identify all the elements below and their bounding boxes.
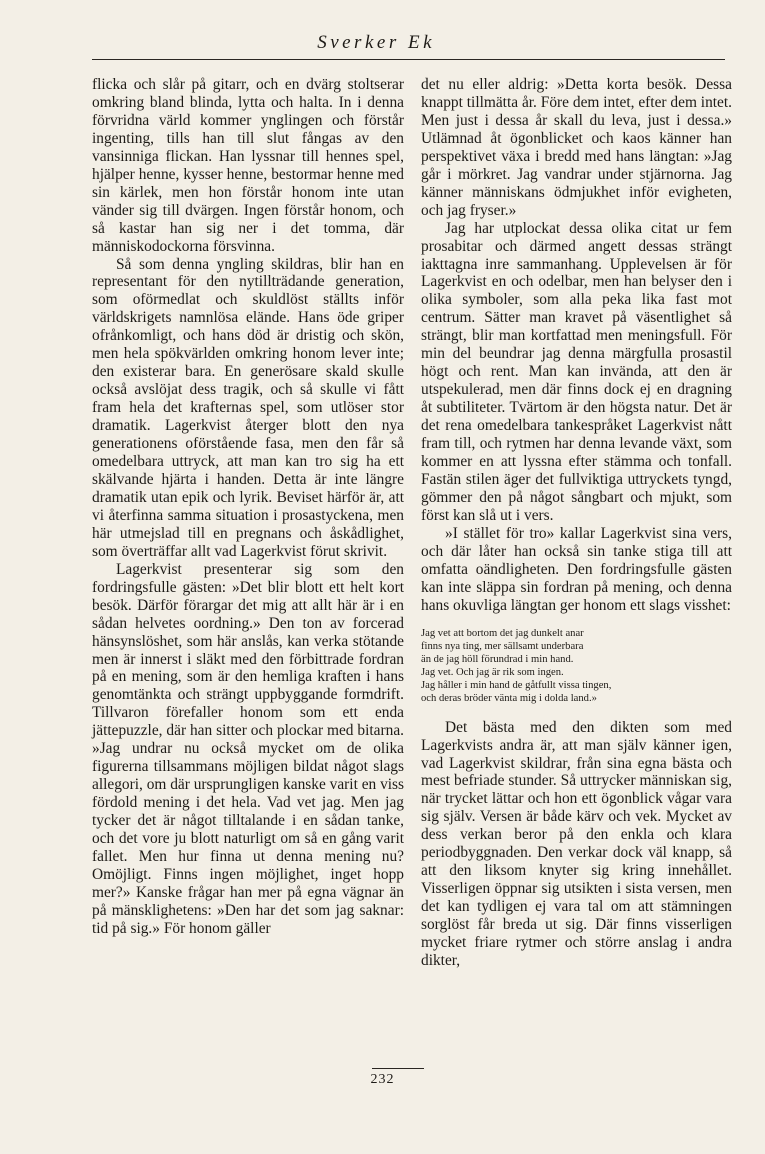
poem-quote <box>421 627 732 705</box>
poem-line: och deras bröder vänta mig i dolda land.» <box>421 692 597 704</box>
poem-line: Jag håller i min hand de gåtfullt vissa tingen, <box>421 679 612 691</box>
paragraph: Jag har utplockat dessa olika citat ur fem prosabitar och därmed angett dessas strängt iakttagna inre sammanhang. Upplevelsen är för Lagerkvist en och odelbar, men han belyser den i olika symboler, som alla peka lika fast mot centrum. Sätter man kravet på väsentlighet så strängt, blir man kortfattad men meningsfull. För min del beundrar jag denna märgfulla prosastil högt och rent. Man kan invända, att den är utspekulerad, men där finns dock ej en dragning åt subtiliteter. Tvärtom är den högsta natur. Det är det rena omedelbara tankespråket Lagerkvist nått fram till, och rytmen har denna levande växt, som kommer en att lyssna efter stämma och tonfall. Fastän stilen äger det fullviktiga uttryckets tyngd, gömmer den på något sångbart och mjukt, som först kan slå ut i vers. <box>421 219 732 524</box>
paragraph: Det bästa med den dikten som med Lagerkvists andra är, att man själv känner igen, vad Lagerkvist skildrar, från sina egna bästa och mest befriade stunder. Så uttrycker människan sig, när trycket lättar och hon ett ögonblick vågar vara sig själv. Versen är både kärv och vek. Mycket av dess verkan beror på den enkla och klara periodbyggnaden. Den verkar dock väl knapp, så att den liksom knyter sig kring innehållet. Visserligen öppnar sig utsikten i sista versen, men det kan tydligen ej vara tal om att stämningen sorglöst får breda ut sig. Där finns visserligen mycket friare rytmer och större anslag i andra dikter, <box>421 718 732 969</box>
right-column <box>421 76 732 970</box>
poem-line: Jag vet att bortom det jag dunkelt anar <box>421 627 584 639</box>
poem-line: Jag vet. Och jag är rik som ingen. <box>421 666 564 678</box>
paragraph: det nu eller aldrig: »Detta korta besök. Dessa knappt tillmätta år. Före dem intet, efter dem intet. Men just i dessa år skall du leva, just i dessa.» Utlämnad åt ögonblicket och kaos känner han perspektivet växa i bredd med hans längtan: »Jag går i mörkret. Jag vandrar under stjärnorna. Jag känner människans ödmjukhet inför evigheten, och jag fryser.» <box>421 76 732 219</box>
paragraph: Lagerkvist presenterar sig som den fordringsfulle gästen: »Det blir blott ett helt kort besök. Därför förargar det mig att allt här är i en sådan helvetes oordning.» Den ton av forcerad hänsynslöshet, som här anslås, kan verka stötande men är innerst i släkt med den förbittrade fordran på en mening, som är den hemliga kraften i hans genomtänkta och strängt uppbyggande formdrift. Tillvaron förefaller honom som ett enda jättepuzzle, där han sitter och plockar med bitarna. »Jag undrar nu också mycket om de olika figurerna tillsammans möjligen bildat något slags allegori, om där ursprungligen kanske varit en viss fördold mening i det hela. Vad vet jag. Men jag tycker det är något tilltalande i en sådan tanke, och det vore ju blott naturligt om så en gång varit fallet. Men hur finna ut denna mening nu? Omöjligt. Finns ingen möjlighet, inget hopp mer?» Kanske frågar han mer på egna vägnar än på mänsklighetens: »Den har det som jag saknar: tid på sig.» För honom gäller <box>92 560 405 937</box>
running-header <box>92 28 725 64</box>
header-rule <box>92 59 725 60</box>
poem-line: än de jag höll förundrad i min hand. <box>421 653 574 665</box>
left-column <box>92 76 404 938</box>
paragraph: flicka och slår på gitarr, och en dvärg stoltserar omkring bland blinda, lytta och halta. In i denna förvridna värld kommer ynglingen och förstår ingenting, tills han till slut fångas av den vansinniga flickan. Han lyssnar till hennes spel, hjälper henne, kysser henne, bestormar henne med sin kärlek, men hon förstår honom inte utan vänder sig till dvärgen. Ingen förstår honom, och så kastar han sig ner i det tomma, där människodockorna försvinna. <box>92 76 404 255</box>
running-title: Sverker Ek <box>317 32 435 53</box>
page-number: 232 <box>370 1072 395 1087</box>
footer-rule <box>372 1068 424 1069</box>
paragraph: »I stället för tro» kallar Lagerkvist sina vers, och där låter han också sin tanke stiga till att omfatta oändligheten. Den fordringsfulle gästen kan inte släppa sin fordran på mening, och denna hans okuvliga längtan ger honom ett slags visshet: <box>421 524 732 614</box>
paragraph: Så som denna yngling skildras, blir han en representant för den nytillträdande generation, som oförmedlat och skuldlöst ställts inför världskrigets namnlösa elände. Hans öde griper ofrånkomligt, och hans död är dristig och skön, men hela spökvärlden omkring honom lever inte; den existerar bara. En generösare skald skulle också avslöjat dess tragik, och så skulle vi fått fram hela det krafternas spel, som utlöser stor dramatik. Lagerkvist återger blott den nya generationens oförstående fasa, men den får så omedelbara uttryck, att man kan tro sig ha ett skälvande hjärta i handen. Detta är inte längre dramatik utan epik och lyrik. Beviset härför är, att vi återfinna samma situation i prosastyckena, men här utmejslad till en pregnans och åskådlighet, som överträffar allt vad Lagerkvist förut skrivit. <box>92 255 404 560</box>
poem-line: finns nya ting, mer sällsamt underbara <box>421 640 584 652</box>
